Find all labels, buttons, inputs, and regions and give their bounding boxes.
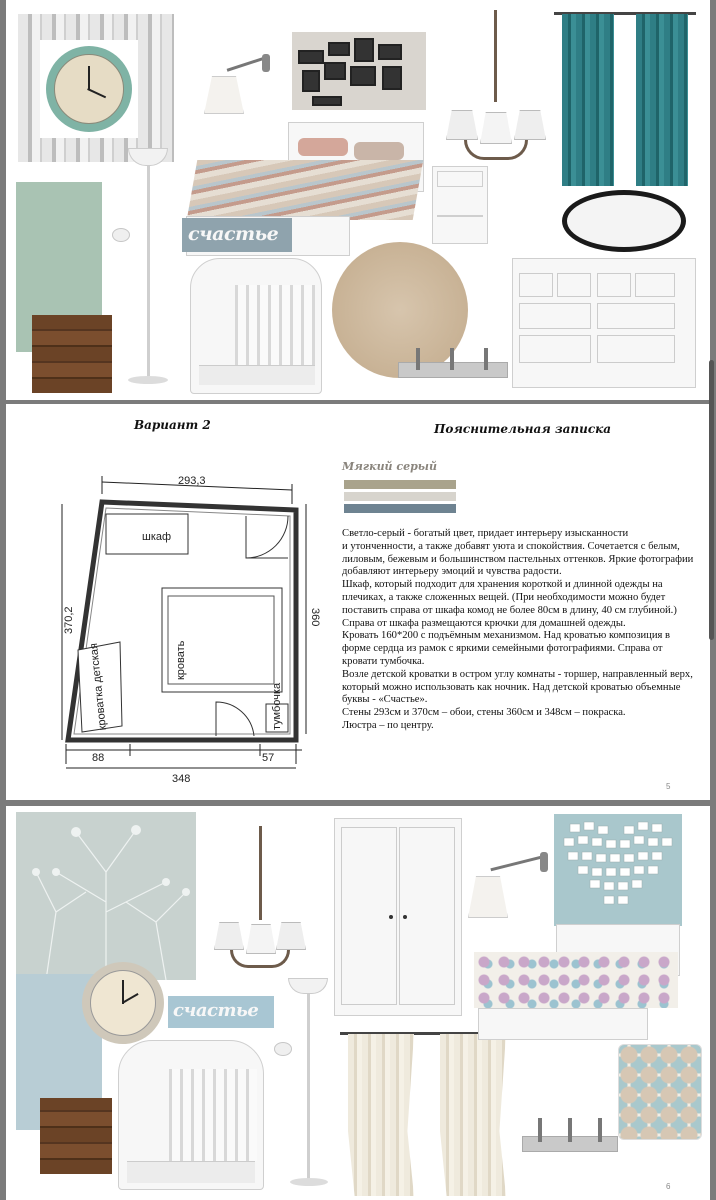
note-line: плечиках, а также сложенных вещей. (При необходимости можно будет	[342, 591, 666, 603]
palette-swatch-light-grey	[344, 492, 456, 501]
wardrobe-image	[334, 818, 462, 1016]
oval-mirror-image	[562, 190, 686, 252]
wardrobe-label: шкаф	[142, 531, 172, 543]
floor-lamp-image	[106, 148, 178, 392]
floral-wallpaper-swatch	[16, 812, 196, 980]
note-line: Стены 293см и 370см – обои, стены 360см и 348см – покраска.	[342, 707, 626, 719]
chest-of-drawers-image	[512, 258, 696, 388]
palette-swatches	[344, 480, 456, 513]
schastye-word-sign-image-2	[168, 996, 274, 1028]
wall-sconce-image-2	[464, 846, 552, 926]
nightstand-label: тумбочка	[271, 682, 283, 730]
note-line: буквы - «Счастье».	[342, 694, 428, 706]
schastye-letters-2: счастье	[173, 1000, 259, 1021]
dim-bottom-label: 348	[172, 773, 191, 784]
wood-floor-swatch-2	[40, 1098, 112, 1174]
teal-curtains-image	[554, 10, 696, 188]
bed-label: кровать	[175, 640, 187, 680]
chandelier-image	[444, 10, 548, 164]
chandelier-image-2	[212, 826, 308, 970]
nightstand-image	[432, 166, 488, 244]
note-line: добавляют интерьеру эмоций и чувства радости.	[342, 566, 562, 578]
note-line: Шкаф, который подходит для хранения короткой и длинной одежды на	[342, 579, 663, 591]
dim-left-label: 370,2	[63, 606, 75, 634]
note-line: Возле детской кроватки в остром углу комнаты - торшер, направленный верх,	[342, 668, 693, 680]
explanatory-note-title: Пояснительная записка	[434, 422, 612, 436]
dim-right-label: 360	[309, 608, 321, 627]
palette-title: Мягкий серый	[342, 460, 437, 473]
note-line: кровати тумбочка.	[342, 655, 425, 667]
dim-bottom-left-label: 88	[92, 752, 105, 764]
note-line: Светло-серый - богатый цвет, придает интерьеру изысканности	[342, 528, 629, 539]
explanatory-note-body	[342, 528, 694, 733]
wall-hooks-rack-image-2	[522, 1110, 618, 1160]
wall-sconce-image	[196, 50, 276, 122]
schastye-word-sign-image	[182, 218, 292, 252]
photo-heart-wall-image	[554, 814, 682, 926]
floor-lamp-image-2	[270, 978, 340, 1192]
floor-plan-drawing	[6, 464, 336, 784]
variant-title: Вариант 2	[134, 418, 211, 432]
scrollbar-thumb[interactable]	[709, 360, 714, 640]
note-line: лиловым, бежевым и большинством пастельных оттенков. Яркие фотографии	[342, 553, 694, 565]
dim-top-label: 293,3	[178, 475, 206, 487]
note-line: поставить справа от шкафа комод не более 80см в длину, 40 см глубиной.)	[342, 604, 677, 616]
note-line: Люстра – по центру.	[342, 719, 434, 731]
wall-hooks-rack-image	[398, 344, 508, 384]
moodboard-page-1	[6, 0, 710, 400]
note-line: Кровать 160*200 с подъёмным механизмом. Над кроватью композиция в	[342, 630, 671, 642]
dim-bottom-right-label: 57	[262, 752, 275, 764]
gallery-wall-frames-image	[292, 32, 426, 110]
floor-plan-note-page	[6, 404, 710, 800]
crib-label: кроватка детская	[87, 642, 109, 731]
palette-swatch-slate-blue	[344, 504, 456, 513]
patterned-cushion-image	[618, 1044, 702, 1140]
baby-crib-image-2	[118, 1040, 264, 1190]
cream-curtains-image	[340, 1028, 518, 1198]
palette-swatch-khaki	[344, 480, 456, 489]
schastye-letters: счастье	[188, 223, 279, 245]
baby-crib-image	[190, 258, 322, 394]
double-bed-image-2	[466, 922, 684, 1048]
wood-floor-swatch	[32, 315, 112, 393]
page-number: 5	[666, 782, 671, 791]
wall-clock-image-2	[78, 958, 168, 1048]
page-number-2: 6	[666, 1182, 671, 1191]
moodboard-page-2	[6, 806, 710, 1200]
wall-clock-image	[40, 40, 138, 138]
note-line: который можно использовать как ночник. Над детской кроватью объемные	[342, 681, 681, 693]
note-line: форме сердца из рамок с яркими семейными фотографиями. Справа от	[342, 643, 663, 655]
note-line: Справа от шкафа размещаются крючки для домашней одежды.	[342, 617, 626, 629]
note-line: и утонченности, а также добавят уюта и спокойствия. Сочетается с белым,	[342, 540, 680, 552]
